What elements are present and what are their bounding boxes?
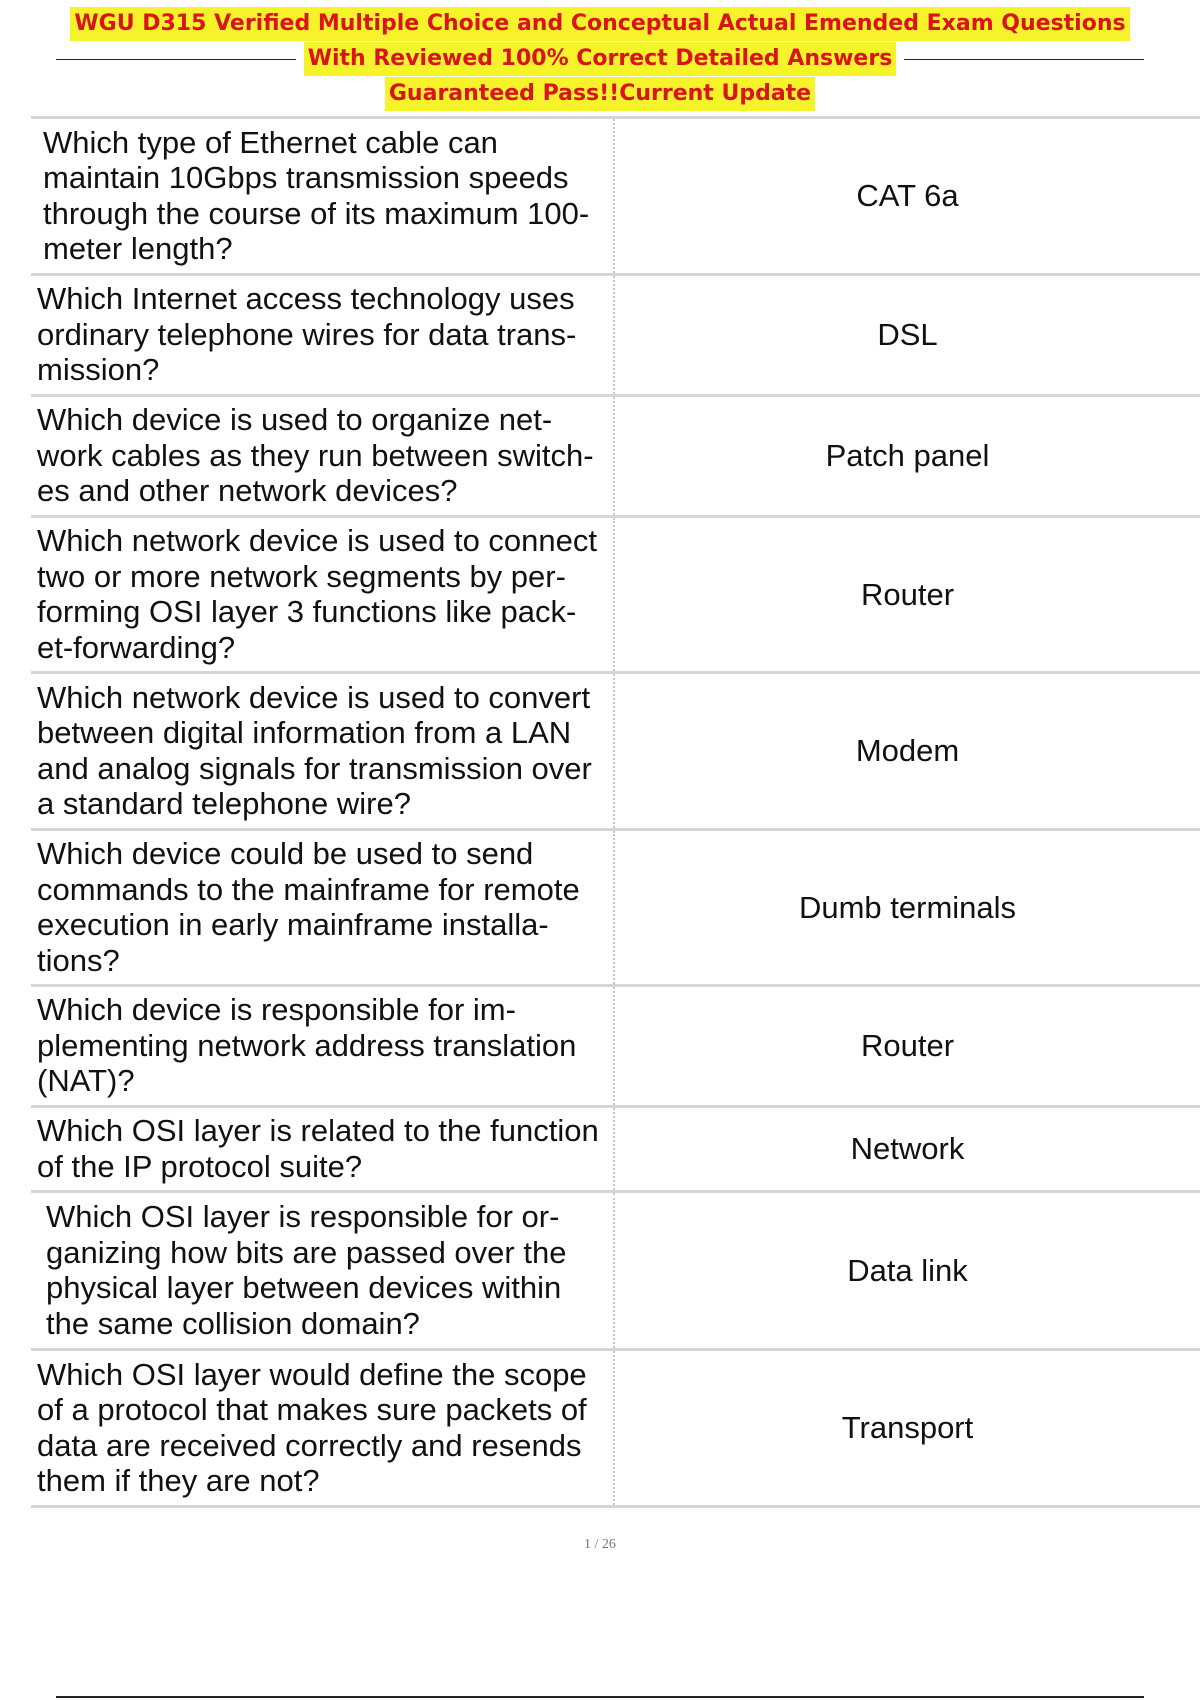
answer-cell: Network	[850, 1131, 965, 1166]
table-row	[31, 397, 1200, 518]
answer-cell: Modem	[855, 733, 960, 768]
question-cell: Which device is used to organize net-work cables as they run between switch-es and other network devices?	[31, 397, 615, 515]
table-row	[31, 987, 1200, 1108]
qa-table	[31, 116, 1200, 1508]
question-cell: Which type of Ethernet cable can maintain 10Gbps transmission speeds through the course of its maximum 100-meter length?	[31, 119, 615, 273]
header-rule-right	[904, 59, 1144, 61]
answer-cell: CAT 6a	[856, 178, 959, 213]
question-cell: Which network device is used to connect two or more network segments by per-forming OSI layer 3 functions like pack-et-forwarding?	[31, 518, 615, 671]
footer-rule	[56, 1696, 1144, 1698]
table-row	[31, 1351, 1200, 1508]
header-title-line2: With Reviewed 100% Correct Detailed Answers	[304, 42, 897, 76]
question-cell: Which Internet access technology uses ordinary telephone wires for data trans-mission?	[31, 276, 615, 394]
answer-cell: Transport	[841, 1410, 974, 1445]
question-cell: Which OSI layer is related to the function of the IP protocol suite?	[31, 1108, 615, 1190]
answer-cell: Router	[860, 1028, 955, 1063]
question-cell: Which device is responsible for im-plementing network address translation (NAT)?	[31, 987, 615, 1105]
table-row	[31, 831, 1200, 987]
header-title-line3: Guaranteed Pass!!Current Update	[385, 77, 815, 111]
header-title-line1: WGU D315 Verified Multiple Choice and Conceptual Actual Emended Exam Questions	[70, 7, 1129, 41]
header-line-3	[0, 76, 1200, 111]
answer-cell: Data link	[847, 1252, 968, 1288]
document-header	[0, 6, 1200, 111]
table-row	[31, 674, 1200, 831]
question-cell: Which network device is used to convert between digital information from a LAN and analog signals for transmission over a standard telephone wire?	[31, 674, 615, 828]
header-line-2	[0, 41, 1200, 76]
table-row	[31, 119, 1200, 276]
header-rule-left	[56, 59, 296, 61]
answer-cell: Router	[860, 576, 955, 612]
table-row	[31, 518, 1200, 674]
answer-cell: DSL	[877, 317, 938, 352]
question-cell: Which OSI layer is responsible for or-ganizing how bits are passed over the physical layer between devices within the same collision domain?	[31, 1193, 615, 1348]
answer-cell: Patch panel	[825, 438, 990, 473]
page-number: 1 / 26	[584, 1537, 616, 1552]
table-row	[31, 276, 1200, 397]
question-cell: Which OSI layer would define the scope of a protocol that makes sure packets of data are received correctly and resends them if they are not?	[31, 1351, 615, 1505]
table-row	[31, 1193, 1200, 1351]
question-cell: Which device could be used to send commands to the mainframe for remote execution in early mainframe installa-tions?	[31, 831, 615, 984]
header-line-1	[0, 6, 1200, 41]
answer-cell: Dumb terminals	[798, 889, 1017, 925]
table-row	[31, 1108, 1200, 1193]
